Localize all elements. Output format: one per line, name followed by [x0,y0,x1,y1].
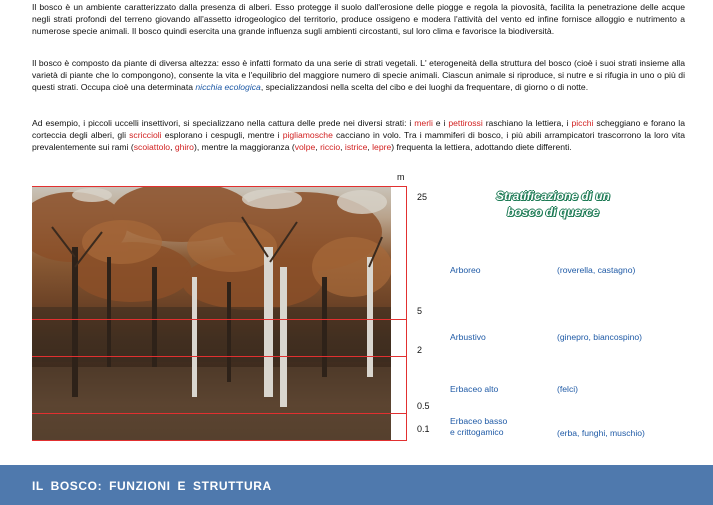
scale-vertical-line [406,186,407,440]
text-segment: Ad esempio, i piccoli uccelli insettivori, si specializzano nella cattura delle prede nei diversi strati: i [32,118,415,128]
layer-erbaceo-alto-examples: (felci) [557,384,579,394]
text-segment: scheggiano e forano la corteccia degli alberi, gli [32,118,685,141]
text-segment: raschiano la lettiera, i [482,118,572,128]
animal-pettirossi: pettirossi [448,118,483,128]
layer-arboreo: Arboreo [450,265,481,275]
text-segment: e i [432,118,449,128]
structure-paragraph [32,57,685,94]
layer-erbaceo-basso-line2: e crittogamico [450,427,504,437]
scale-line-01 [32,440,407,441]
layer-erbaceo-alto: Erbaceo alto [450,384,499,394]
animal-pigliamosche: pigliamosche [282,130,333,141]
text-segment: ), mentre la maggioranza ( [193,142,295,153]
layer-arbustivo-examples: (ginepro, biancospino) [557,332,643,342]
animal-riccio: riccio [320,142,341,153]
scale-label-01: 0.1 [417,424,430,434]
figure-title-line1: Stratificazione di un [495,189,610,203]
text-segment: , [170,142,175,153]
footer-title: IL BOSCO: FUNZIONI E STRUTTURA [32,479,272,493]
footer-bar [0,465,713,505]
scale-line-2 [32,356,407,357]
oak-forest-photo [32,187,391,441]
layer-erbaceo-basso: Erbaceo basso [450,416,508,426]
layer-erbaceo-basso-examples: (erba, funghi, muschio) [557,428,645,438]
animal-ghiro: ghiro [174,142,194,153]
text-segment: , [367,142,373,153]
term-nicchia-ecologica: nicchia ecologica [195,82,261,93]
scale-label-2: 2 [417,345,423,355]
scale-label-5: 5 [417,306,423,316]
animal-scriccioli: scriccioli [129,130,162,141]
forest-illustration [32,187,391,441]
text-segment: esplorano i cespugli, mentre i [161,130,283,141]
animal-scoiattolo: scoiattolo [133,142,171,153]
animal-volpe: volpe [294,142,316,153]
scale-label-05: 0.5 [417,401,430,411]
intro-paragraph: Il bosco è un ambiente caratterizzato dalla presenza di alberi. Esso protegge il suolo dall'erosione delle piogge e regola la piovosità, facilita la penetrazione delle acque negli strati profondi del terreno giovando all'assetto idrogeologico del territorio, produce ossigeno e modera l'attività del vento ed infine fornisce alloggio e nutrimento a numerose specie animali. Il bosco quindi esercita una grande influenza sugli ambienti circostanti, sul loro clima e favorisce la biodiversità. [32,2,685,37]
animal-picchi: picchi [571,118,594,128]
animal-istrice: istrice [344,142,368,153]
scale-line-25 [32,186,407,187]
figure-title [478,188,628,220]
animal-lepre: lepre [372,142,392,153]
structure-text: Il bosco è composto da piante di diversa altezza: esso è infatti formato da una serie di strati vegetali. L' eterogeneità della struttura del bosco (cioè i suoi strati insieme alla varietà di piante che lo compongono), consente la vita e l'equilibrio del maggiore numero di specie animali. Ciascun animale si riproduce, si nutre e si rifugia in uno o più di questi strati. Occupa cioè una determinata [32,58,685,93]
text-segment: ) frequenta la lettiera, adottando diete differenti. [391,142,572,153]
animal-merli: merli [414,118,433,128]
figure-title-line2: bosco di querce [506,205,600,219]
text-segment: , [340,142,345,153]
example-paragraph [32,117,685,154]
text-segment: , [315,142,321,153]
layer-arboreo-examples: (roverella, castagno) [557,265,636,275]
layer-arbustivo: Arbustivo [450,332,486,342]
scale-label-25: 25 [417,192,428,202]
scale-line-5 [32,319,407,320]
scale-line-05 [32,413,407,414]
text-segment: cacciano in volo. Tra i mammiferi di bosco, i più abili arrampicatori trascorrono la loro vita prevalentemente sui rami ( [32,130,685,153]
scale-unit: m [397,172,405,182]
structure-text-end: , specializzandosi nella scelta del cibo e dei luoghi da frequentare, di giorno o di notte. [260,82,589,93]
